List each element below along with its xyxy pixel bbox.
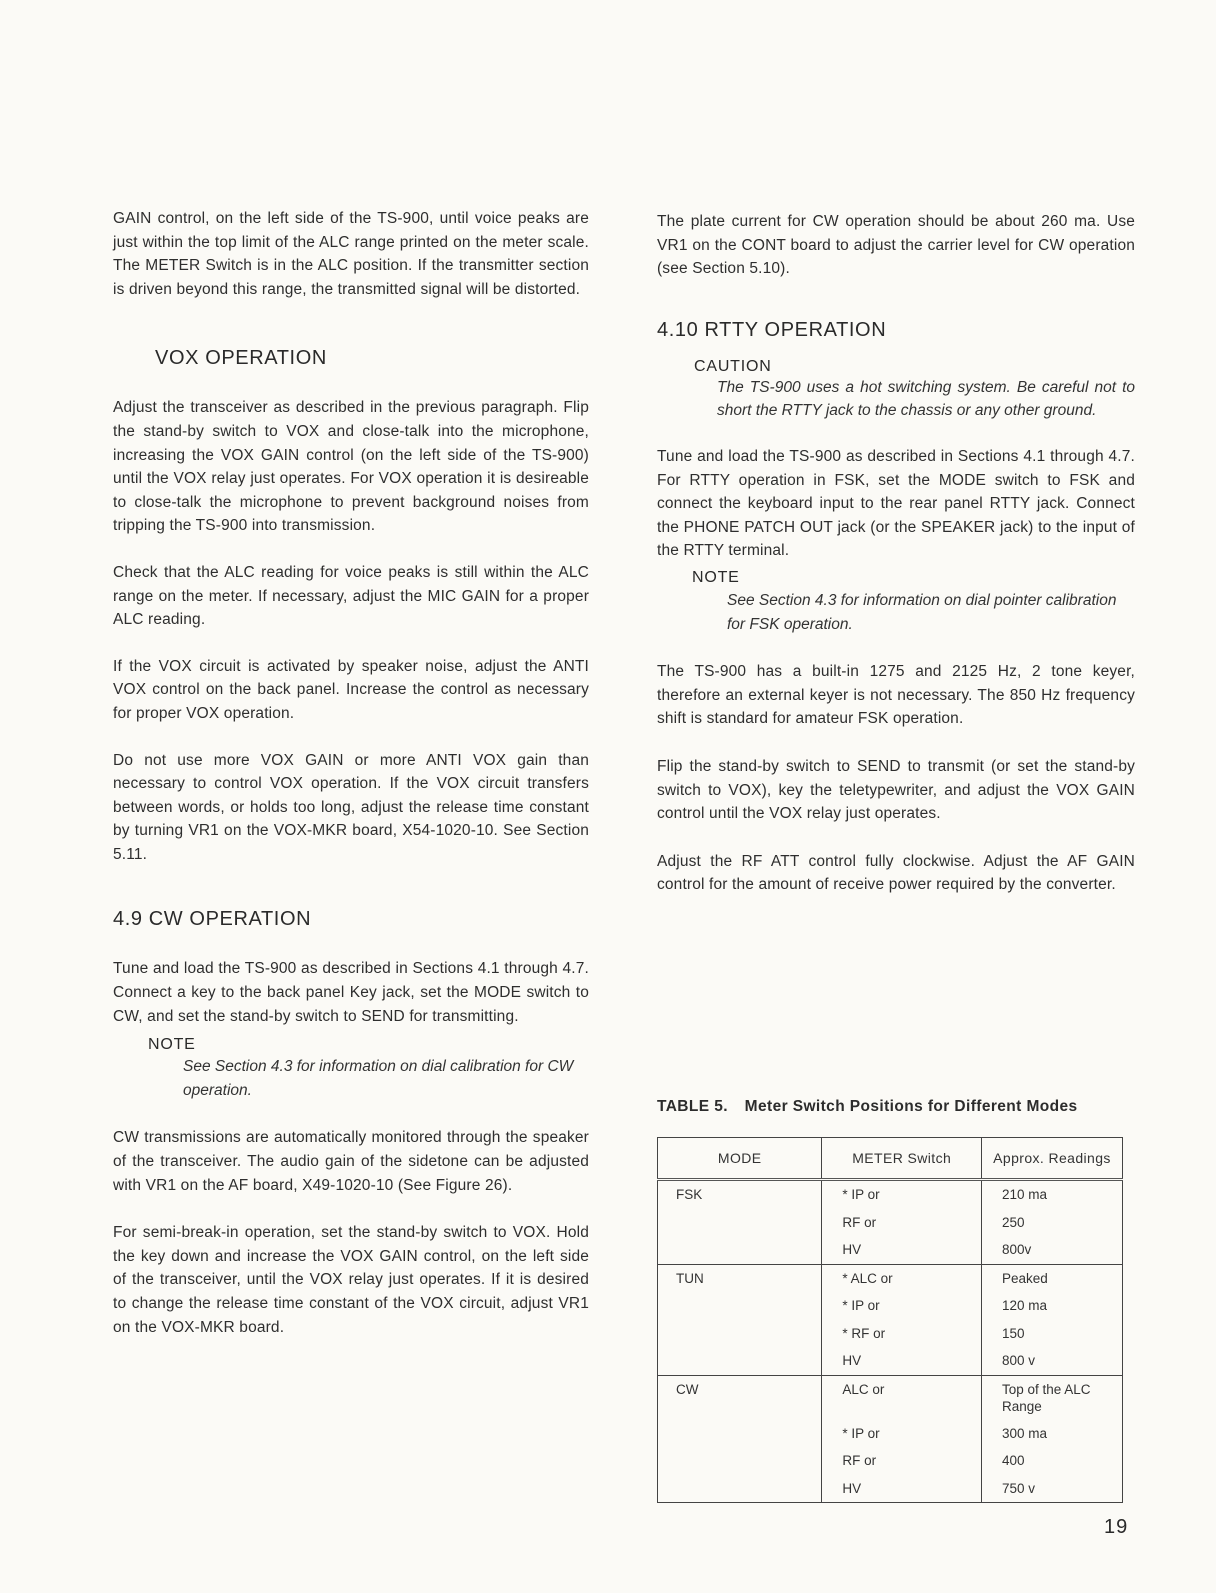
paragraph-teletypewriter: Flip the stand-by switch to SEND to transmit (or set the stand-by switch to VOX), key the teletypewriter, and adjust the VOX GAIN control until the VOX relay just operates. — [657, 757, 1135, 823]
switch-cell: RF or — [842, 1214, 877, 1230]
reading-cell: Peaked — [1002, 1270, 1048, 1286]
reading-cell: 150 — [1002, 1325, 1025, 1341]
header-mode: MODE — [658, 1138, 822, 1180]
table-number: TABLE 5. — [657, 1098, 728, 1115]
paragraph-vox-adjust: Adjust the transceiver as described in the previous paragraph. Flip the stand-by switch to VOX and close-talk into the microphone, increasing the VOX GAIN control (on the left side of the TS-900) until the VOX relay just operates. For VOX operation it is desireable to close-talk the microphone to prevent background noises from tripping the TS-900 into transmission. — [113, 399, 589, 535]
table-caption — [657, 1098, 1090, 1116]
reading-cell: 250 — [1002, 1214, 1025, 1230]
reading-cell: 120 ma — [1002, 1298, 1048, 1313]
note-fsk-calibration: See Section 4.3 for information on dial pointer calibration for FSK operation. — [727, 591, 1117, 633]
switch-cell: HV — [842, 1242, 862, 1257]
heading-rtty-operation: 4.10 RTTY OPERATION — [657, 318, 887, 341]
table-row-cw — [658, 1375, 1123, 1503]
reading-cell: 210 ma — [1002, 1187, 1048, 1202]
mode-cell: CW — [676, 1381, 699, 1397]
paragraph-cw-tune: Tune and load the TS-900 as described in Sections 4.1 through 4.7. Connect a key to the back panel Key jack, set the MODE switch to CW, and set the stand-by switch to SEND for transmitting. — [113, 960, 589, 1025]
mode-cell: TUN — [676, 1270, 704, 1286]
reading-cell: 800 v — [1002, 1353, 1036, 1368]
paragraph-anti-vox: If the VOX circuit is activated by speaker noise, adjust the ANTI VOX control on the back panel. Increase the control as necessary for proper VOX operation. — [113, 657, 589, 722]
reading-cell: 400 — [1002, 1453, 1025, 1468]
table-row-tun — [658, 1264, 1123, 1375]
left-column — [113, 207, 589, 1339]
table-title: Meter Switch Positions for Different Modes — [744, 1098, 1078, 1115]
reading-cell: 800v — [1002, 1242, 1032, 1257]
reading-cell: 300 ma — [1002, 1425, 1048, 1441]
paragraph-vox-gain-limit: Do not use more VOX GAIN or more ANTI VOX gain than necessary to control VOX operation. If the VOX circuit transfers between words, or holds too long, adjust the release time constant by turning VR1 on the VOX-MKR board, X54-1020-10. See Section 5.11. — [113, 751, 589, 863]
paragraph-cw-monitor: CW transmissions are automatically monitored through the speaker of the transceiver. The audio gain of the sidetone can be adjusted with VR1 on the AF board, X49-1020-10 (See Figure 26). — [113, 1129, 589, 1194]
header-approx-readings: Approx. Readings — [982, 1138, 1123, 1180]
meter-switch-table — [657, 1137, 1123, 1503]
switch-cell: * IP or — [842, 1187, 880, 1202]
heading-vox-operation: VOX OPERATION — [155, 347, 327, 370]
reading-cell: 750 v — [1002, 1480, 1036, 1496]
reading-cell: Top of the ALC Range — [1002, 1381, 1091, 1414]
paragraph-alc-gain: GAIN control, on the left side of the TS-900, until voice peaks are just within the top limit of the ALC range printed on the meter scale. The METER Switch is in the ALC position. If the transmitter section is driven beyond this range, the transmitted signal will be distorted. — [113, 210, 589, 298]
switch-cell: * ALC or — [842, 1270, 893, 1286]
header-meter-switch: METER Switch — [822, 1138, 982, 1180]
paragraph-tone-keyer: The TS-900 has a built-in 1275 and 2125 Hz, 2 tone keyer, therefore an external keyer is not necessary. The 850 Hz frequency shift is standard for amateur FSK operation. — [657, 663, 1135, 728]
paragraph-rtty-tune: Tune and load the TS-900 as described in Sections 4.1 through 4.7. For RTTY operation in FSK, set the MODE switch to FSK and connect the keyboard input to the rear panel RTTY jack. Connect the PHONE PATCH OUT jack (or the SPEAKER jack) to the input of the RTTY terminal. — [657, 447, 1135, 560]
mode-cell: FSK — [676, 1187, 703, 1202]
switch-cell: * IP or — [842, 1425, 880, 1441]
table-row-fsk — [658, 1180, 1123, 1265]
switch-cell: RF or — [842, 1453, 877, 1468]
paragraph-plate-current: The plate current for CW operation should be about 260 ma. Use VR1 on the CONT board to adjust the carrier level for CW operation (see Section 5.10). — [657, 213, 1135, 278]
caution-label: CAUTION — [694, 357, 772, 375]
heading-cw-operation: 4.9 CW OPERATION — [113, 908, 312, 931]
switch-cell: HV — [842, 1480, 862, 1496]
switch-cell: * RF or — [842, 1325, 886, 1341]
table-header-row — [658, 1138, 1123, 1180]
caution-hot-switching: The TS-900 uses a hot switching system. Be careful not to short the RTTY jack to the chassis or any other ground. — [717, 378, 1135, 420]
note-label-rtty: NOTE — [692, 568, 740, 586]
page-number: 19 — [1104, 1516, 1129, 1538]
right-column — [657, 210, 1135, 897]
paragraph-semi-break-in: For semi-break-in operation, set the stand-by switch to VOX. Hold the key down and increase the VOX GAIN control, on the left side of the transceiver, until the VOX relay just operates. If it is desired to change the release time constant of the VOX circuit, adjust VR1 on the VOX-MKR board. — [113, 1224, 589, 1336]
switch-cell: * IP or — [842, 1298, 880, 1313]
switch-cell: HV — [842, 1353, 862, 1368]
note-label: NOTE — [148, 1036, 196, 1054]
paragraph-rf-att: Adjust the RF ATT control fully clockwise. Adjust the AF GAIN control for the amount of receive power required by the converter. — [657, 852, 1135, 894]
note-cw-calibration: See Section 4.3 for information on dial calibration for CW operation. — [183, 1058, 574, 1099]
paragraph-alc-check: Check that the ALC reading for voice peaks is still within the ALC range on the meter. If necessary, adjust the MIC GAIN for a proper ALC reading. — [113, 563, 589, 629]
switch-cell: ALC or — [842, 1381, 885, 1397]
